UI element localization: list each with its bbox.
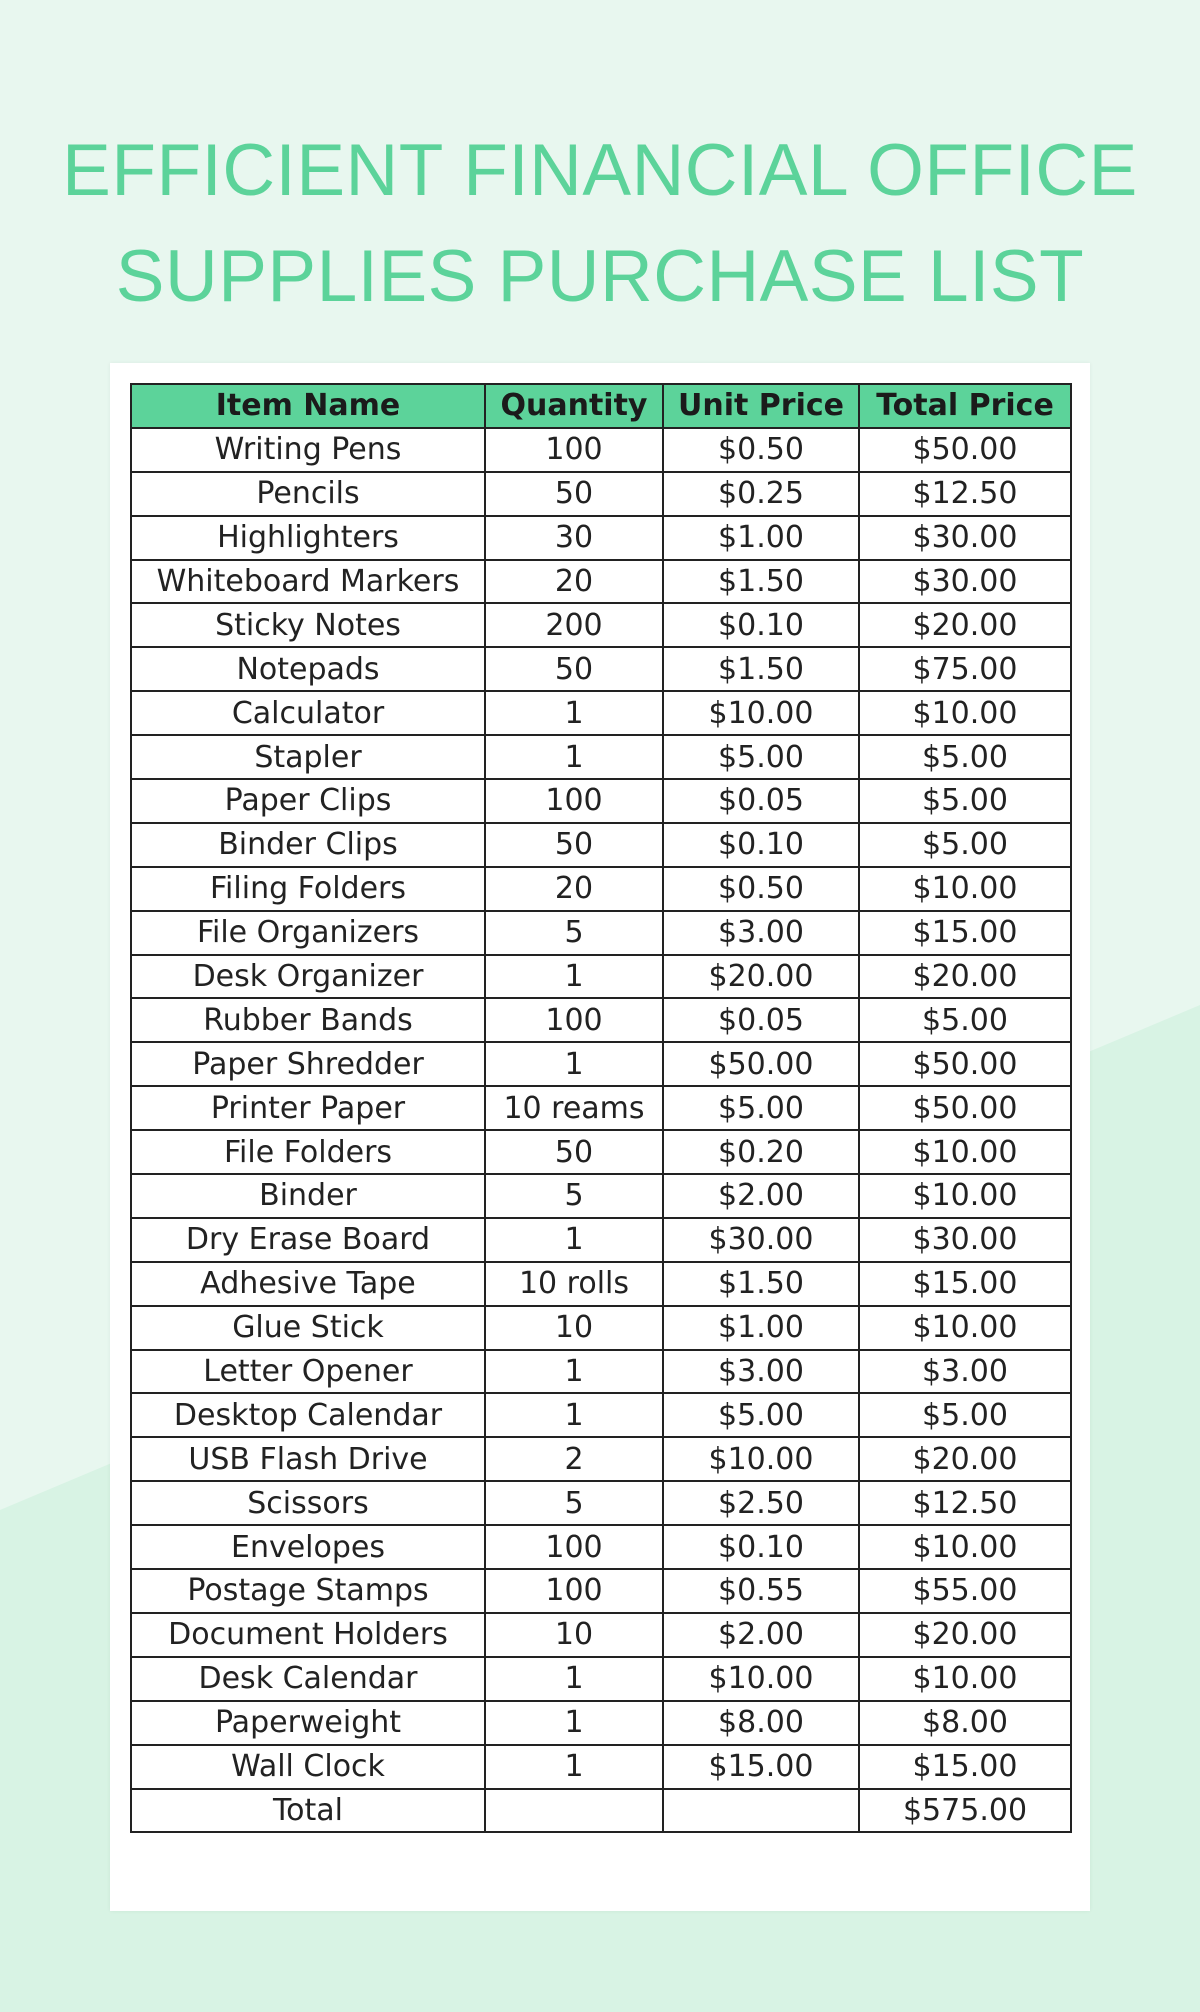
cell-quantity: 1 — [485, 735, 663, 779]
cell-unit-price: $1.50 — [663, 1262, 859, 1306]
cell-unit-price: $1.00 — [663, 1306, 859, 1350]
cell-total-price: $50.00 — [859, 1042, 1071, 1086]
cell-unit-price: $0.10 — [663, 603, 859, 647]
cell-total-price: $10.00 — [859, 1130, 1071, 1174]
table-row — [131, 1569, 1071, 1613]
cell-item-name: Adhesive Tape — [131, 1262, 485, 1306]
cell-total-price: $55.00 — [859, 1569, 1071, 1613]
header-total-price: Total Price — [859, 384, 1071, 428]
cell-unit-price: $3.00 — [663, 911, 859, 955]
cell-unit-price: $0.25 — [663, 472, 859, 516]
cell-quantity: 10 — [485, 1306, 663, 1350]
table-row — [131, 823, 1071, 867]
cell-quantity: 50 — [485, 647, 663, 691]
total-row — [131, 1789, 1071, 1833]
cell-item-name: File Folders — [131, 1130, 485, 1174]
page-title-line-1: EFFICIENT FINANCIAL OFFICE — [62, 130, 1138, 211]
cell-total-price: $3.00 — [859, 1350, 1071, 1394]
cell-item-name: File Organizers — [131, 911, 485, 955]
cell-quantity: 20 — [485, 867, 663, 911]
cell-item-name: Notepads — [131, 647, 485, 691]
cell-total-price: $5.00 — [859, 735, 1071, 779]
table-row — [131, 1525, 1071, 1569]
cell-unit-price: $0.05 — [663, 779, 859, 823]
cell-quantity: 5 — [485, 1174, 663, 1218]
cell-total-price: $15.00 — [859, 1262, 1071, 1306]
cell-quantity: 1 — [485, 1701, 663, 1745]
cell-quantity: 2 — [485, 1437, 663, 1481]
cell-total-price: $5.00 — [859, 779, 1071, 823]
cell-item-name: Writing Pens — [131, 428, 485, 472]
header-item-name: Item Name — [131, 384, 485, 428]
cell-item-name: Sticky Notes — [131, 603, 485, 647]
table-row — [131, 1481, 1071, 1525]
table-row — [131, 516, 1071, 560]
table-body — [131, 428, 1071, 1833]
cell-total-price: $20.00 — [859, 955, 1071, 999]
cell-total-price: $10.00 — [859, 1525, 1071, 1569]
cell-total-price: $50.00 — [859, 1086, 1071, 1130]
cell-item-name: Filing Folders — [131, 867, 485, 911]
cell-quantity: 50 — [485, 472, 663, 516]
cell-quantity: 10 rolls — [485, 1262, 663, 1306]
cell-item-name: Printer Paper — [131, 1086, 485, 1130]
cell-unit-price: $20.00 — [663, 955, 859, 999]
cell-unit-price: $0.20 — [663, 1130, 859, 1174]
cell-quantity: 1 — [485, 1393, 663, 1437]
table-row — [131, 1437, 1071, 1481]
table-row — [131, 1701, 1071, 1745]
cell-quantity: 100 — [485, 779, 663, 823]
cell-quantity: 1 — [485, 1657, 663, 1701]
cell-unit-price: $5.00 — [663, 1086, 859, 1130]
cell-total-price: $10.00 — [859, 1306, 1071, 1350]
cell-quantity: 200 — [485, 603, 663, 647]
cell-item-name: Postage Stamps — [131, 1569, 485, 1613]
table-row — [131, 428, 1071, 472]
cell-unit-price: $50.00 — [663, 1042, 859, 1086]
cell-item-name: Document Holders — [131, 1613, 485, 1657]
table-row — [131, 1262, 1071, 1306]
cell-quantity: 100 — [485, 998, 663, 1042]
cell-total-price: $20.00 — [859, 1437, 1071, 1481]
table-row — [131, 1086, 1071, 1130]
table-row — [131, 1218, 1071, 1262]
table-row — [131, 1393, 1071, 1437]
table-row — [131, 647, 1071, 691]
table-row — [131, 911, 1071, 955]
cell-unit-price: $2.00 — [663, 1613, 859, 1657]
cell-total-price: $30.00 — [859, 560, 1071, 604]
cell-quantity: 30 — [485, 516, 663, 560]
cell-item-name: Binder — [131, 1174, 485, 1218]
total-price-value: $575.00 — [859, 1789, 1071, 1833]
cell-unit-price: $5.00 — [663, 735, 859, 779]
cell-total-price: $8.00 — [859, 1701, 1071, 1745]
cell-total-price: $15.00 — [859, 1745, 1071, 1789]
cell-total-price: $75.00 — [859, 647, 1071, 691]
page-title — [0, 118, 1200, 330]
table-row — [131, 779, 1071, 823]
table-row — [131, 955, 1071, 999]
header-unit-price: Unit Price — [663, 384, 859, 428]
cell-quantity: 100 — [485, 428, 663, 472]
cell-unit-price: $10.00 — [663, 1657, 859, 1701]
cell-total-price: $5.00 — [859, 823, 1071, 867]
header-quantity: Quantity — [485, 384, 663, 428]
cell-item-name: Desk Organizer — [131, 955, 485, 999]
table-row — [131, 998, 1071, 1042]
table-row — [131, 1306, 1071, 1350]
cell-total-price: $10.00 — [859, 691, 1071, 735]
supplies-table — [130, 383, 1072, 1833]
cell-unit-price: $1.00 — [663, 516, 859, 560]
cell-total-price: $30.00 — [859, 516, 1071, 560]
cell-unit-price: $10.00 — [663, 691, 859, 735]
cell-unit-price: $0.05 — [663, 998, 859, 1042]
cell-quantity: 1 — [485, 1218, 663, 1262]
cell-quantity: 1 — [485, 955, 663, 999]
cell-total-price: $5.00 — [859, 998, 1071, 1042]
cell-item-name: Pencils — [131, 472, 485, 516]
cell-quantity: 10 reams — [485, 1086, 663, 1130]
total-quantity — [485, 1789, 663, 1833]
cell-total-price: $30.00 — [859, 1218, 1071, 1262]
table-row — [131, 691, 1071, 735]
cell-quantity: 1 — [485, 1042, 663, 1086]
cell-total-price: $12.50 — [859, 472, 1071, 516]
cell-item-name: Scissors — [131, 1481, 485, 1525]
cell-unit-price: $1.50 — [663, 560, 859, 604]
cell-total-price: $10.00 — [859, 867, 1071, 911]
table-row — [131, 1657, 1071, 1701]
cell-item-name: Desktop Calendar — [131, 1393, 485, 1437]
cell-quantity: 1 — [485, 691, 663, 735]
cell-item-name: Glue Stick — [131, 1306, 485, 1350]
cell-unit-price: $0.50 — [663, 428, 859, 472]
cell-unit-price: $30.00 — [663, 1218, 859, 1262]
total-label: Total — [131, 1789, 485, 1833]
cell-item-name: Dry Erase Board — [131, 1218, 485, 1262]
cell-item-name: Paper Clips — [131, 779, 485, 823]
table-row — [131, 472, 1071, 516]
table-row — [131, 867, 1071, 911]
cell-unit-price: $2.50 — [663, 1481, 859, 1525]
cell-item-name: Wall Clock — [131, 1745, 485, 1789]
cell-total-price: $50.00 — [859, 428, 1071, 472]
cell-quantity: 50 — [485, 823, 663, 867]
cell-quantity: 1 — [485, 1350, 663, 1394]
cell-item-name: Desk Calendar — [131, 1657, 485, 1701]
total-unit-price — [663, 1789, 859, 1833]
table-row — [131, 560, 1071, 604]
cell-unit-price: $2.00 — [663, 1174, 859, 1218]
cell-total-price: $10.00 — [859, 1174, 1071, 1218]
cell-quantity: 5 — [485, 911, 663, 955]
cell-total-price: $10.00 — [859, 1657, 1071, 1701]
cell-quantity: 100 — [485, 1569, 663, 1613]
cell-item-name: Paper Shredder — [131, 1042, 485, 1086]
cell-quantity: 100 — [485, 1525, 663, 1569]
cell-quantity: 10 — [485, 1613, 663, 1657]
cell-item-name: Calculator — [131, 691, 485, 735]
cell-quantity: 1 — [485, 1745, 663, 1789]
table-header-row — [131, 384, 1071, 428]
cell-item-name: Rubber Bands — [131, 998, 485, 1042]
cell-unit-price: $5.00 — [663, 1393, 859, 1437]
cell-unit-price: $3.00 — [663, 1350, 859, 1394]
table-row — [131, 1745, 1071, 1789]
table-row — [131, 735, 1071, 779]
cell-item-name: USB Flash Drive — [131, 1437, 485, 1481]
cell-item-name: Binder Clips — [131, 823, 485, 867]
page-title-line-2: SUPPLIES PURCHASE LIST — [115, 236, 1085, 317]
cell-item-name: Stapler — [131, 735, 485, 779]
cell-quantity: 20 — [485, 560, 663, 604]
table-row — [131, 1174, 1071, 1218]
cell-total-price: $15.00 — [859, 911, 1071, 955]
table-row — [131, 603, 1071, 647]
cell-unit-price: $0.10 — [663, 1525, 859, 1569]
cell-unit-price: $0.55 — [663, 1569, 859, 1613]
cell-quantity: 50 — [485, 1130, 663, 1174]
table-row — [131, 1613, 1071, 1657]
cell-total-price: $12.50 — [859, 1481, 1071, 1525]
cell-item-name: Highlighters — [131, 516, 485, 560]
cell-unit-price: $0.50 — [663, 867, 859, 911]
cell-unit-price: $1.50 — [663, 647, 859, 691]
cell-item-name: Envelopes — [131, 1525, 485, 1569]
cell-total-price: $20.00 — [859, 603, 1071, 647]
cell-total-price: $20.00 — [859, 1613, 1071, 1657]
cell-quantity: 5 — [485, 1481, 663, 1525]
cell-item-name: Letter Opener — [131, 1350, 485, 1394]
cell-unit-price: $8.00 — [663, 1701, 859, 1745]
cell-unit-price: $0.10 — [663, 823, 859, 867]
cell-item-name: Paperweight — [131, 1701, 485, 1745]
cell-unit-price: $15.00 — [663, 1745, 859, 1789]
cell-total-price: $5.00 — [859, 1393, 1071, 1437]
table-row — [131, 1350, 1071, 1394]
cell-unit-price: $10.00 — [663, 1437, 859, 1481]
cell-item-name: Whiteboard Markers — [131, 560, 485, 604]
table-row — [131, 1042, 1071, 1086]
table-row — [131, 1130, 1071, 1174]
